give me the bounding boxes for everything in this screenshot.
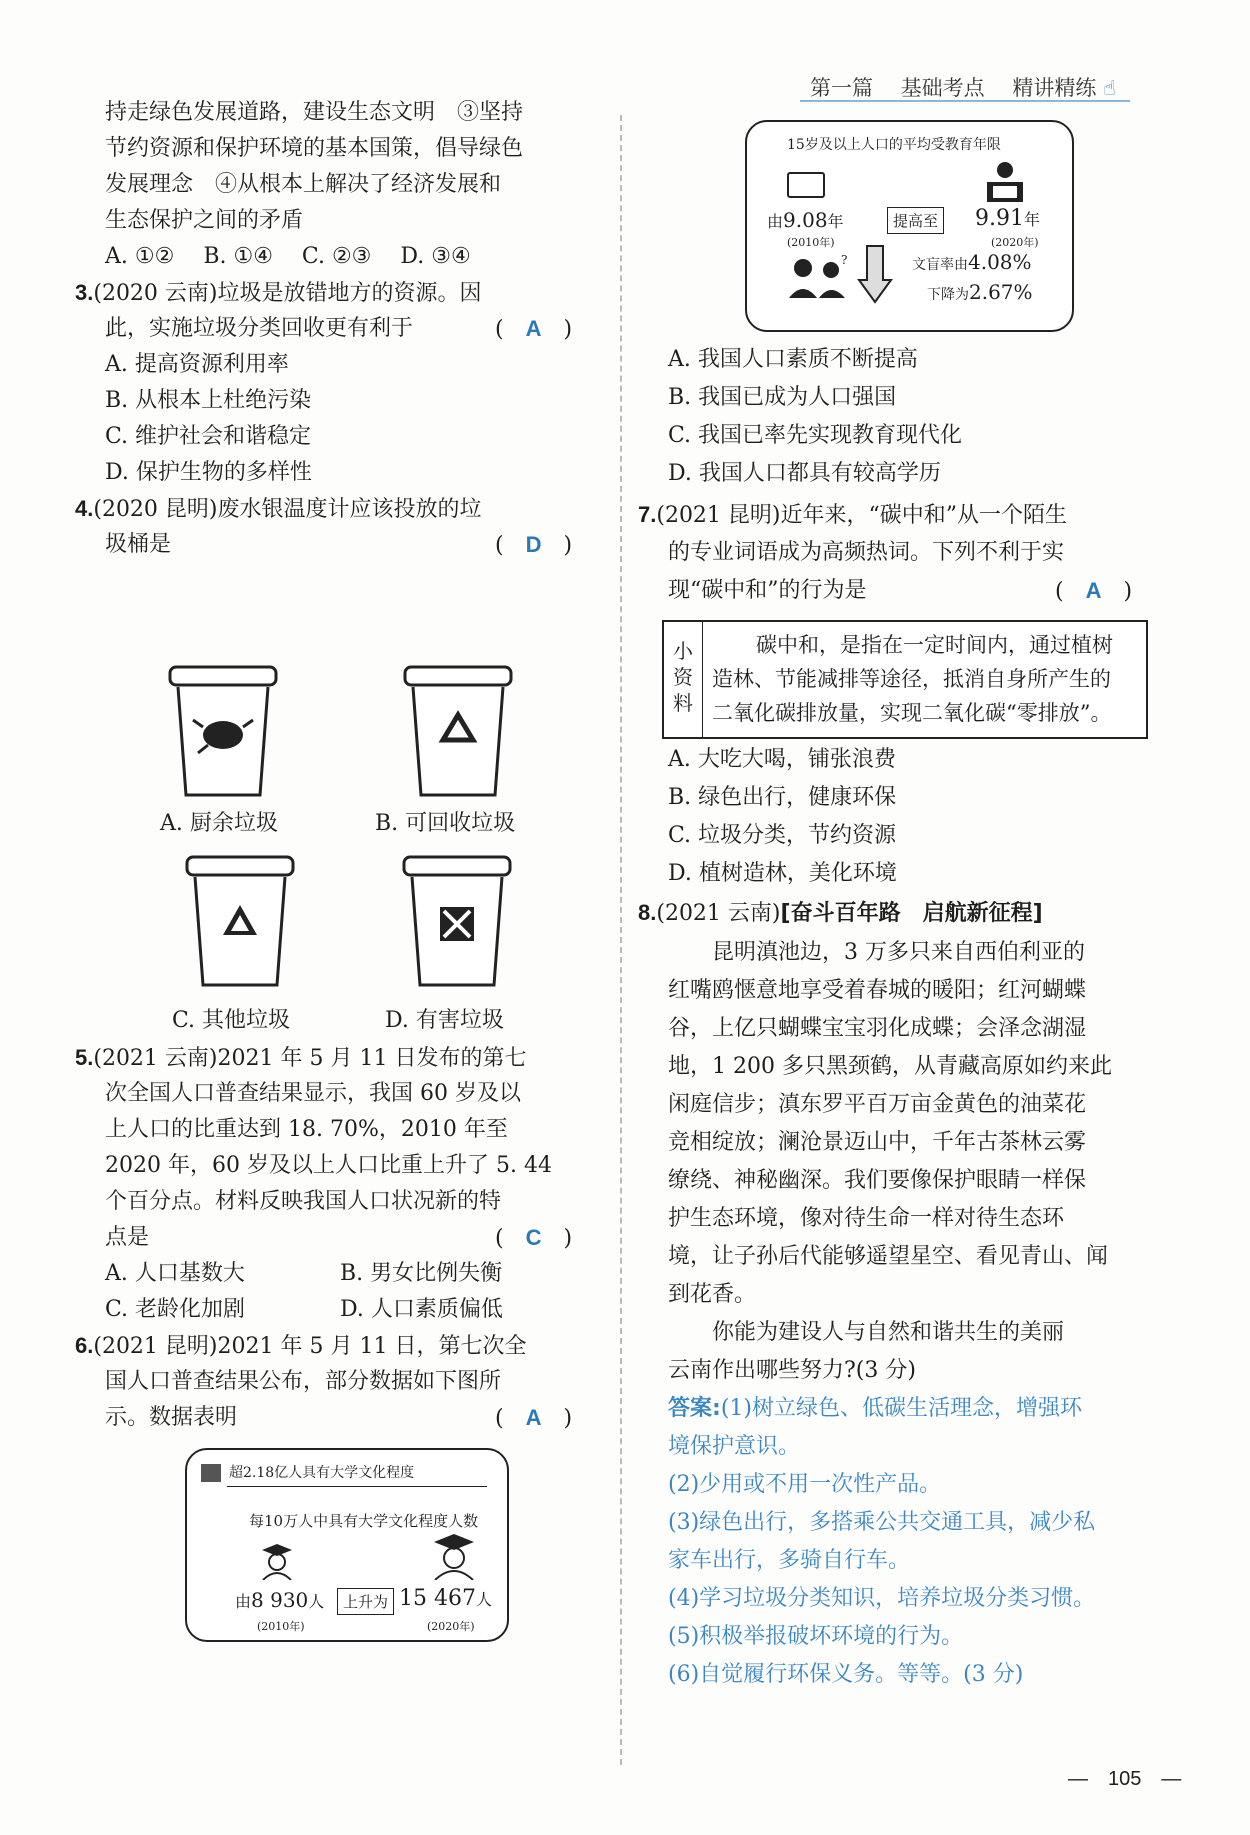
q6-stem2: 国人口普查结果公布，部分数据如下图所: [105, 1369, 502, 1394]
q8-answer-6: (4)学习垃圾分类知识，培养垃圾分类习惯。: [668, 1586, 1096, 1611]
q5-opt-b: B. 男女比例失衡: [340, 1261, 503, 1286]
q8-answer-2: 境保护意识。: [668, 1434, 801, 1459]
q8-theme: [奋斗百年路 启航新征程]: [780, 901, 1043, 926]
column-divider: [620, 115, 622, 1765]
q5-answer: C: [525, 1225, 542, 1250]
q6-answer: A: [525, 1405, 542, 1430]
infobox1-to-year: (2020年): [427, 1620, 475, 1633]
q8-answer-7: (5)积极举报破坏环境的行为。: [668, 1624, 964, 1649]
infobox2-from: 由9.08年: [767, 208, 844, 232]
q4-line1: [75, 494, 482, 525]
q3-opt-c: C. 维护社会和谐稳定: [105, 424, 312, 449]
q8-answer-3: (2)少用或不用一次性产品。: [668, 1472, 942, 1497]
infobox2-from-year: (2010年): [787, 236, 835, 249]
q7-number: 7.: [638, 502, 657, 527]
answer-label: 答案:: [668, 1396, 721, 1421]
q8-para-2: 红嘴鸥惬意地享受着春城的暖阳；红河蝴蝶: [668, 978, 1087, 1003]
svg-text:?: ?: [841, 253, 848, 267]
q5-answer-bracket: ( C ): [495, 1225, 573, 1251]
carbon-neutral-note: [662, 620, 1148, 739]
infobox2-arrow: 提高至: [887, 207, 944, 234]
infobox1-arrow: 上升为: [337, 1588, 394, 1615]
bin-label-c: C. 其他垃圾: [172, 1008, 291, 1033]
q8-answer-5: 家车出行，多骑自行车。: [668, 1548, 911, 1573]
q8-answer-8: (6)自觉履行环保义务。等等。(3 分): [668, 1662, 1024, 1687]
page-header: [810, 72, 1116, 102]
q7-stem2: 的专业词语成为高频热词。下列不利于实: [668, 540, 1065, 565]
header-section: 基础考点: [900, 76, 985, 100]
note-label: 小资料: [664, 622, 703, 737]
q5-stem3: 上人口的比重达到 18. 70%，2010 年至: [105, 1117, 508, 1142]
q2-cont-4: 生态保护之间的矛盾: [105, 208, 304, 233]
q3-opt-d: D. 保护生物的多样性: [105, 460, 312, 485]
bin-label-b: B. 可回收垃圾: [375, 811, 516, 836]
q6-answer-bracket: ( A ): [495, 1405, 573, 1431]
q7-opt-b: B. 绿色出行，健康环保: [668, 785, 897, 810]
q3-answer-bracket: ( A ): [495, 316, 573, 342]
header-part: 第一篇: [810, 76, 873, 100]
q6-opt-c: C. 我国已率先实现教育现代化: [668, 423, 963, 448]
q6-opt-d: D. 我国人口都具有较高学历: [668, 461, 941, 486]
q3-stem2: 此，实施垃圾分类回收更有利于: [105, 316, 414, 341]
student-reading-icon: [979, 160, 1031, 210]
q3-line1: [75, 278, 482, 309]
graduate-large-icon: [429, 1530, 479, 1580]
q8-para-7: 缭绕、神秘幽深。我们要像保护眼睛一样保: [668, 1168, 1087, 1193]
q2-cont-3: 发展理念 ④从根本上解决了经济发展和: [105, 172, 502, 197]
q3-opt-a: A. 提高资源利用率: [105, 352, 289, 377]
graduate-icon: [257, 1540, 297, 1580]
illiteracy-to: 下降为2.67%: [927, 280, 1033, 304]
q5-opt-a: A. 人口基数大: [105, 1261, 245, 1286]
q6-number: 6.: [75, 1333, 94, 1358]
q5-stem6: 点是: [105, 1225, 150, 1250]
infobox1-from-year: (2010年): [257, 1620, 305, 1633]
infobox1-to: 15 467人: [399, 1586, 492, 1611]
q2-cont-1: 持走绿色发展道路，建设生态文明 ③坚持: [105, 100, 524, 125]
q3-stem1: (2020 云南)垃圾是放错地方的资源。因: [93, 281, 482, 306]
q7-stem3: 现“碳中和”的行为是: [668, 578, 867, 603]
q6-stem1: (2021 昆明)2021 年 5 月 11 日，第七次全: [93, 1334, 527, 1359]
infobox1-subtitle: 每10万人中具有大学文化程度人数: [249, 1512, 479, 1530]
q6-line1: [75, 1331, 526, 1362]
header-rule: [800, 100, 1130, 102]
q5-opt-c: C. 老龄化加剧: [105, 1297, 246, 1322]
q5-opt-d: D. 人口素质偏低: [340, 1297, 503, 1322]
illiteracy-from: 文盲率由4.08%: [912, 250, 1032, 274]
q8-para-9: 境，让子孙后代能够遥望星空、看见青山、闻: [668, 1244, 1109, 1269]
infobox1-title: 超2.18亿人具有大学文化程度: [229, 1465, 415, 1481]
q8-para-8: 护生态环境，像对待生命一样对待生态环: [668, 1206, 1065, 1231]
q8-answer-1: 答案:(1)树立绿色、低碳生活理念，增强环: [668, 1396, 1082, 1421]
page-number: — 105 —: [1068, 1768, 1182, 1790]
q4-answer: D: [525, 532, 542, 557]
header-mode: 精讲精练: [1012, 76, 1097, 100]
q8-number: 8.: [638, 900, 657, 925]
q8-answer-4: (3)绿色出行，多搭乘公共交通工具，减少私: [668, 1510, 1096, 1535]
q8-para-4: 地，1 200 多只黑颈鹤，从青藏高原如约来此: [668, 1054, 1112, 1079]
hand-icon: ☝: [1103, 76, 1116, 100]
q8-para-5: 闲庭信步；滇东罗平百万亩金黄色的油菜花: [668, 1092, 1087, 1117]
q3-answer: A: [525, 316, 542, 341]
note-text: 碳中和，是指在一定时间内，通过植树 造林、节能减排等途径，抵消自身所产生的 二氧化碳排放量，实现二氧化碳“零排放”。: [712, 633, 1113, 725]
book-icon: [201, 1464, 221, 1482]
q2-options: A. ①② B. ①④ C. ②③ D. ③④: [105, 244, 471, 269]
infobox2-title: 15岁及以上人口的平均受教育年限: [787, 137, 1001, 153]
q5-number: 5.: [75, 1045, 94, 1070]
open-book-icon: [787, 172, 825, 198]
q8-question-1: 你能为建设人与自然和谐共生的美丽: [712, 1320, 1065, 1345]
q8-para-3: 谷，上亿只蝴蝶宝宝羽化成蝶；会泽念湖湿: [668, 1016, 1087, 1041]
q7-opt-d: D. 植树造林，美化环境: [668, 861, 897, 886]
q8-para-6: 竞相绽放；澜沧景迈山中，千年古茶林云雾: [668, 1130, 1087, 1155]
other-waste-bin-icon: [185, 855, 295, 990]
q8-question-2: 云南作出哪些努力?(3 分): [668, 1358, 916, 1383]
recyclable-bin-icon: [403, 665, 513, 800]
infobox2-to: 9.91年: [975, 206, 1040, 231]
bin-label-d: D. 有害垃圾: [385, 1008, 504, 1033]
q8-para-1: 昆明滇池边，3 万多只来自西伯利亚的: [712, 940, 1085, 965]
q7-line1: [638, 500, 1067, 531]
bin-label-a: A. 厨余垃圾: [160, 811, 278, 836]
infobox2-to-year: (2020年): [991, 236, 1039, 249]
q3-number: 3.: [75, 280, 94, 305]
q6-opt-b: B. 我国已成为人口强国: [668, 385, 897, 410]
q4-stem1: (2020 昆明)废水银温度计应该投放的垃: [93, 497, 482, 522]
people-question-icon: [785, 252, 855, 302]
education-years-infobox: [745, 120, 1074, 332]
q5-stem5: 个百分点。材料反映我国人口状况新的特: [105, 1189, 502, 1214]
q6-opt-a: A. 我国人口素质不断提高: [668, 347, 918, 372]
q8-para-10: 到花香。: [668, 1282, 757, 1307]
q5-line1: [75, 1043, 526, 1074]
q7-answer: A: [1085, 578, 1102, 603]
q3-opt-b: B. 从根本上杜绝污染: [105, 388, 312, 413]
q5-stem4: 2020 年，60 岁及以上人口比重上升了 5. 44: [105, 1153, 552, 1178]
q8-head: 8.(2021 云南)[奋斗百年路 启航新征程]: [638, 900, 1043, 926]
hazardous-waste-bin-icon: [402, 855, 512, 990]
q7-stem1: (2021 昆明)近年来，“碳中和”从一个陌生: [656, 503, 1068, 528]
q7-answer-bracket: ( A ): [1055, 578, 1133, 604]
university-education-infobox: [185, 1448, 509, 1642]
q7-opt-a: A. 大吃大喝，铺张浪费: [668, 747, 896, 772]
down-arrow-icon: [857, 244, 893, 304]
infobox1-from: 由8 930人: [235, 1588, 325, 1612]
q5-stem1: (2021 云南)2021 年 5 月 11 日发布的第七: [93, 1046, 527, 1071]
q4-answer-bracket: ( D ): [495, 532, 573, 558]
q6-stem3: 示。数据表明: [105, 1405, 238, 1430]
q4-stem2: 圾桶是: [105, 532, 172, 557]
q5-stem2: 次全国人口普查结果显示，我国 60 岁及以: [105, 1081, 521, 1106]
q2-cont-2: 节约资源和保护环境的基本国策，倡导绿色: [105, 136, 524, 161]
kitchen-waste-bin-icon: [168, 665, 278, 800]
q7-opt-c: C. 垃圾分类，节约资源: [668, 823, 897, 848]
q4-number: 4.: [75, 496, 94, 521]
